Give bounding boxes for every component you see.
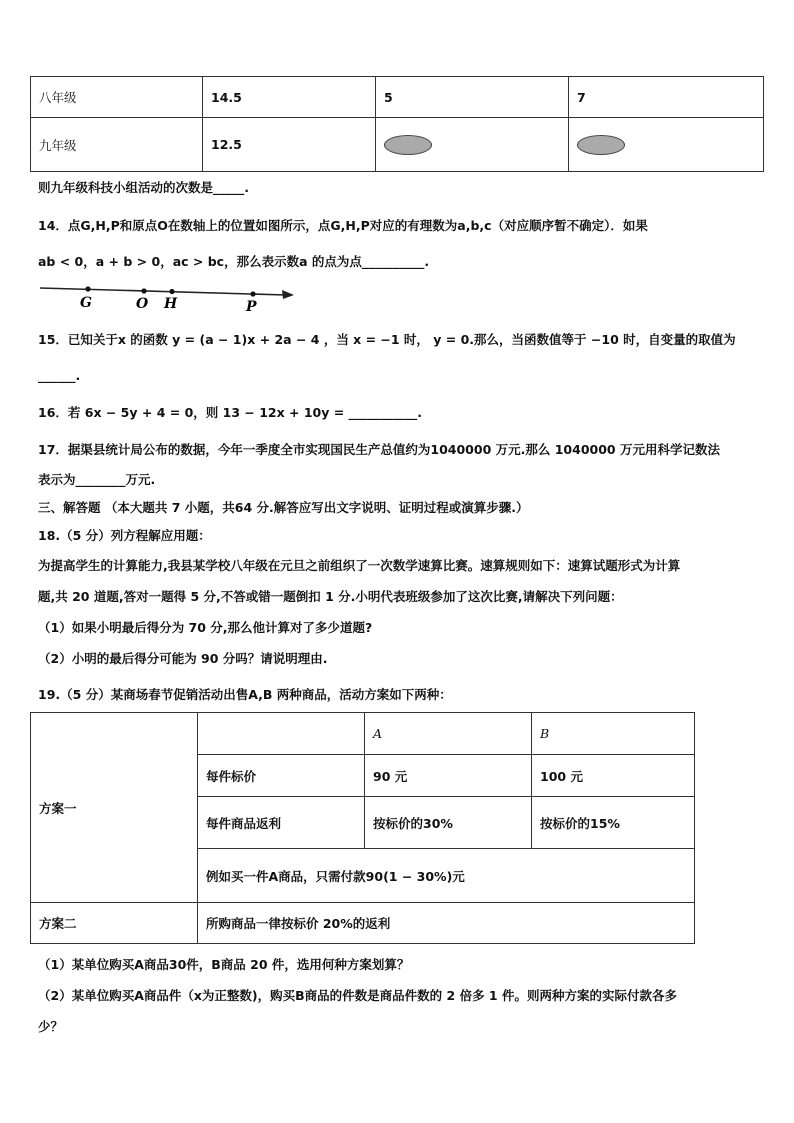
score-table (30, 76, 764, 172)
table-row (31, 903, 695, 944)
point-h (169, 289, 174, 294)
hidden-value-cell (569, 118, 764, 172)
label-p: P (246, 299, 257, 315)
question-18-title: 18.（5 分）列方程解应用题： (38, 528, 211, 543)
value-cell: 14.5 (203, 77, 376, 118)
question-19-title: 19.（5 分）某商场春节促销活动出售A,B 两种商品，活动方案如下两种： (38, 687, 452, 702)
price-b-cell: 100 元 (532, 755, 695, 797)
question-19-sub2-line2: 少？ (38, 1019, 64, 1034)
number-line-figure (36, 280, 298, 316)
price-a-cell: 90 元 (365, 755, 532, 797)
section-heading: 三、解答题 （本大题共 7 小题，共64 分.解答应写出文字说明、证明过程或演算步骤.） (38, 500, 529, 515)
plan2-desc-cell: 所购商品一律按标价 20%的返利 (198, 903, 695, 944)
point-o (141, 288, 146, 293)
row-rebate-label: 每件商品返利 (198, 797, 365, 849)
redaction-oval (384, 135, 432, 155)
label-g: G (80, 295, 92, 311)
plan1-cell: 方案一 (31, 713, 198, 903)
label-o: O (136, 296, 149, 312)
question-16: 16．若 6x − 5y + 4 = 0，则 13 − 12x + 10y = ___________. (38, 405, 423, 420)
point-g (85, 286, 90, 291)
rebate-a-cell: 按标价的30% (365, 797, 532, 849)
number-line-arrow (282, 290, 294, 299)
number-line-axis (40, 288, 286, 295)
table-row (31, 77, 764, 118)
question-18-sub1: （1）如果小明最后得分为 70 分,那么他计算对了多少道题? (38, 620, 373, 635)
table-row (31, 118, 764, 172)
table-row (31, 713, 695, 755)
example-cell: 例如买一件A商品，只需付款90(1 − 30%)元 (198, 849, 695, 903)
value-cell: 7 (569, 77, 764, 118)
hidden-value-cell (376, 118, 569, 172)
grade-cell: 八年级 (31, 77, 203, 118)
grade-cell: 九年级 (31, 118, 203, 172)
question-18-sub2: （2）小明的最后得分可能为 90 分吗？请说明理由. (38, 651, 328, 666)
question-15-line1: 15．已知关于x 的函数 y = (a − 1)x + 2a − 4 ，当 x = −1 时， y = 0.那么，当函数值等于 −10 时，自变量的取值为 (38, 332, 736, 347)
question-19-sub1: （1）某单位购买A商品30件，B商品 20 件，选用何种方案划算？ (38, 957, 410, 972)
rebate-b-cell: 按标价的15% (532, 797, 695, 849)
question-15-line2: ______. (38, 368, 81, 383)
question-19-sub2-line1: （2）某单位购买A商品件（x为正整数)，购买B商品的件数是商品件数的 2 倍多 1 件。则两种方案的实际付款各多 (38, 988, 677, 1003)
redaction-oval (577, 135, 625, 155)
value-cell: 5 (376, 77, 569, 118)
promotion-table (30, 712, 695, 944)
plan2-cell: 方案二 (31, 903, 198, 944)
question-17-line2: 表示为________万元. (38, 472, 156, 487)
point-p (250, 291, 255, 296)
question-17-line1: 17．据渠县统计局公布的数据，今年一季度全市实现国民生产总值约为1040000 万元.那么 1040000 万元用科学记数法 (38, 442, 720, 457)
question-14-line2: ab < 0，a + b > 0，ac > bc，那么表示数a 的点为点__________. (38, 254, 430, 269)
row-price-label: 每件标价 (198, 755, 365, 797)
col-b-header: B (532, 713, 695, 755)
label-h: H (164, 296, 178, 312)
empty-header-cell (198, 713, 365, 755)
col-a-header: A (365, 713, 532, 755)
question-13-tail: 则九年级科技小组活动的次数是_____. (38, 180, 249, 195)
value-cell: 12.5 (203, 118, 376, 172)
question-14-line1: 14．点G,H,P和原点O在数轴上的位置如图所示，点G,H,P对应的有理数为a,b,c（对应顺序暂不确定）．如果 (38, 218, 648, 233)
question-18-para1: 为提高学生的计算能力,我县某学校八年级在元旦之前组织了一次数学速算比赛。速算规则如下：速算试题形式为计算 (38, 558, 681, 573)
question-18-para2: 题,共 20 道题,答对一题得 5 分,不答或错一题倒扣 1 分.小明代表班级参加了这次比赛,请解决下列问题： (38, 589, 623, 604)
